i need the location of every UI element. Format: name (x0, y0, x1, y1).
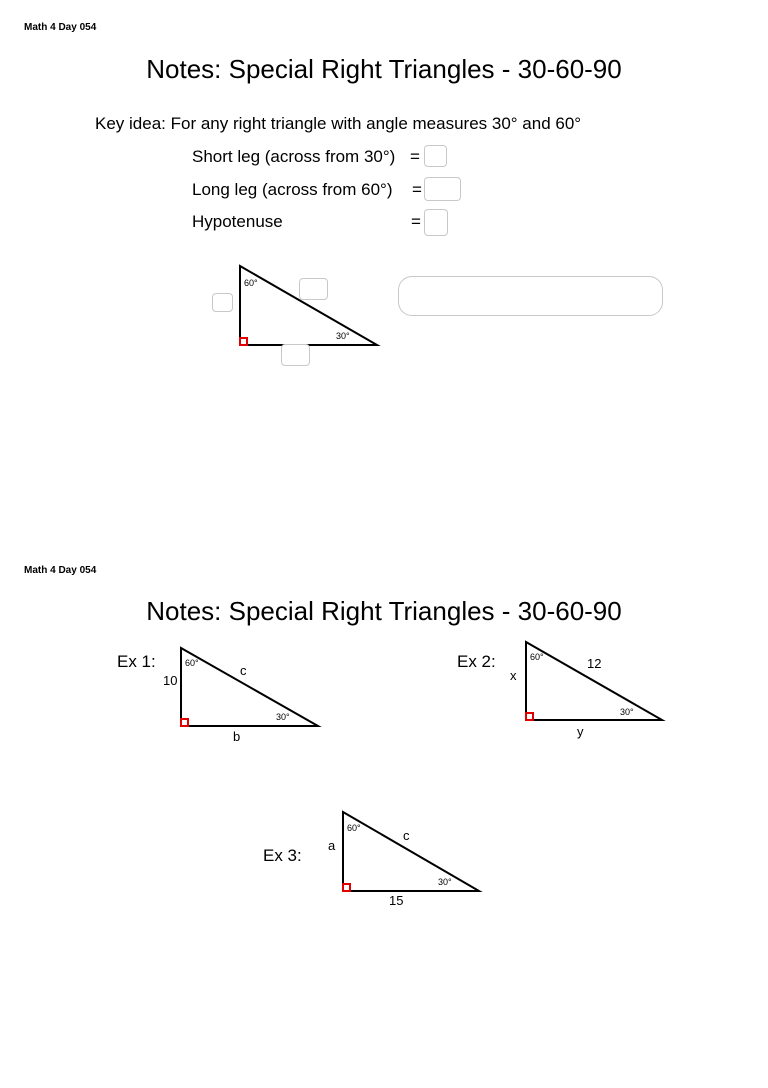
side-hypotenuse-answer-box[interactable] (299, 278, 328, 300)
page-title: Notes: Special Right Triangles - 30-60-90 (146, 596, 622, 626)
angle-60-label: 60° (530, 652, 544, 662)
triangle-outline (526, 642, 662, 720)
side-hypotenuse-label: 12 (587, 656, 602, 671)
hypotenuse-answer-box[interactable] (424, 209, 448, 236)
triangle-outline (343, 812, 479, 891)
right-angle-marker (343, 884, 350, 891)
rule-long-leg-label: Long leg (across from 60°) (192, 180, 393, 199)
side-bottom-label: y (577, 724, 584, 739)
example-2-triangle (505, 636, 675, 746)
example-1-label: Ex 1: (117, 652, 156, 671)
right-angle-marker (526, 713, 533, 720)
short-leg-answer-box[interactable] (424, 145, 447, 167)
side-hypotenuse-label: c (240, 663, 247, 678)
header-tag: Math 4 Day 054 (24, 565, 97, 576)
side-left-label: x (510, 668, 517, 683)
angle-60-label: 60° (244, 278, 258, 288)
side-bottom-label: 15 (389, 893, 404, 908)
rule-long-leg-equals: = (412, 180, 422, 199)
right-angle-marker (240, 338, 247, 345)
example-3-triangle (322, 806, 492, 916)
rule-hypotenuse-equals: = (411, 212, 421, 231)
angle-60-label: 60° (185, 658, 199, 668)
angle-30-label: 30° (620, 707, 634, 717)
wide-answer-box[interactable] (398, 276, 663, 316)
triangle-outline (181, 648, 318, 726)
header-tag: Math 4 Day 054 (24, 22, 97, 33)
example-3-label: Ex 3: (263, 846, 302, 865)
angle-30-label: 30° (276, 712, 290, 722)
side-bottom-label: b (233, 729, 241, 744)
side-short-answer-box[interactable] (212, 293, 233, 312)
example-2-label: Ex 2: (457, 652, 496, 671)
page-title: Notes: Special Right Triangles - 30-60-90 (146, 54, 622, 84)
side-left-label: 10 (163, 673, 178, 688)
rule-short-leg-equals: = (410, 147, 420, 166)
side-left-label: a (328, 838, 336, 853)
diagram-triangle (230, 258, 390, 358)
example-1-triangle (160, 640, 330, 750)
side-hypotenuse-label: c (403, 828, 410, 843)
notes-page-2 (0, 544, 768, 1088)
rule-short-leg-label: Short leg (across from 30°) (192, 147, 396, 166)
long-leg-answer-box[interactable] (424, 177, 461, 201)
angle-60-label: 60° (347, 823, 361, 833)
angle-30-label: 30° (438, 877, 452, 887)
right-angle-marker (181, 719, 188, 726)
rule-hypotenuse-label: Hypotenuse (192, 212, 283, 231)
side-long-answer-box[interactable] (281, 344, 310, 366)
key-idea-text: Key idea: For any right triangle with angle measures 30° and 60° (95, 114, 582, 133)
angle-30-label: 30° (336, 331, 350, 341)
